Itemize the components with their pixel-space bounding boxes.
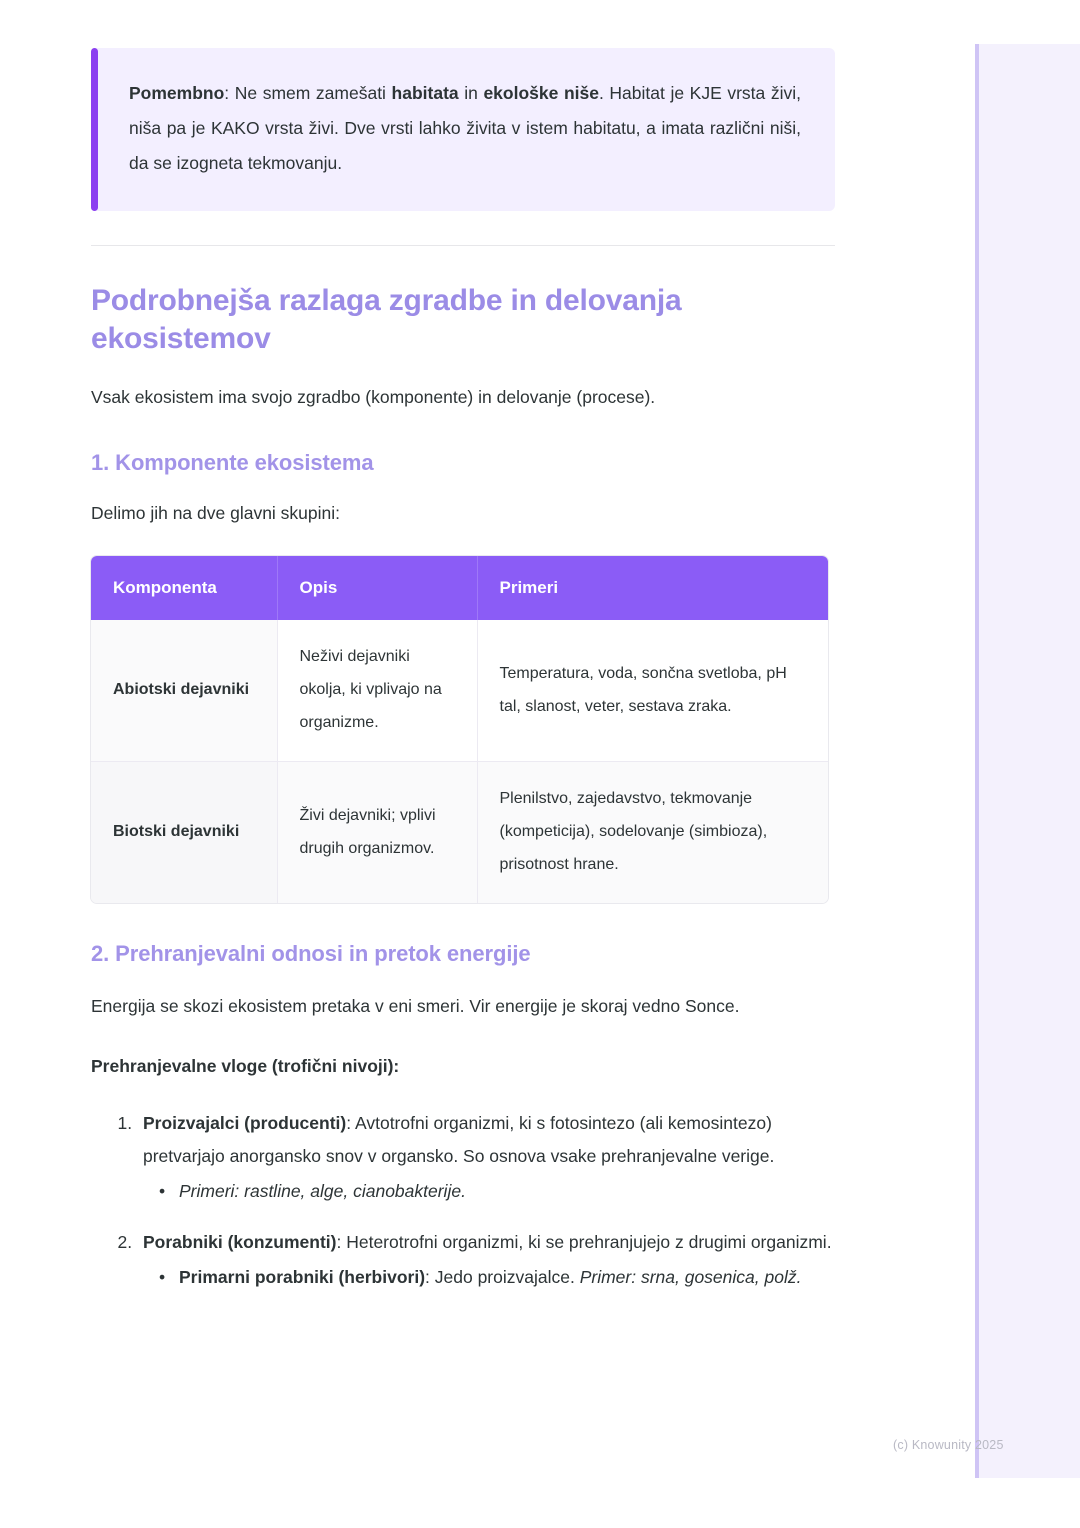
table-header-primeri: Primeri	[477, 556, 828, 620]
cell-primeri: Temperatura, voda, sončna svetloba, pH tal, slanost, veter, sestava zraka.	[477, 620, 828, 762]
subsection-2-intro: Energija se skozi ekosistem pretaka v eni smeri. Vir energije je skoraj vedno Sonce.	[91, 996, 740, 1016]
cell-opis: Živi dejavniki; vplivi drugih organizmov.	[277, 762, 477, 904]
sub-item-term: Primarni porabniki (herbivori)	[179, 1267, 426, 1287]
table-header-opis: Opis	[277, 556, 477, 620]
cell-opis: Neživi dejavniki okolja, ki vplivajo na organizme.	[277, 620, 477, 762]
callout-text	[129, 76, 801, 181]
list-item-text: : Heterotrofni organizmi, ki se prehranjujejo z drugimi organizmi.	[336, 1232, 832, 1252]
copyright-watermark: (c) Knowunity 2025	[893, 1438, 1004, 1452]
sub-item-plain: : Jedo proizvajalce.	[425, 1267, 580, 1287]
sub-list	[143, 1261, 835, 1294]
trophic-list-heading: Prehranjevalne vloge (trofični nivoji):	[91, 1056, 400, 1076]
callout-accent-bar	[91, 48, 98, 211]
list-item-term: Porabniki (konzumenti)	[143, 1232, 337, 1252]
table-header-row	[91, 556, 828, 620]
subsection-2-title: 2. Prehranjevalni odnosi in pretok energije	[91, 941, 531, 966]
cell-komponenta: Abiotski dejavniki	[91, 620, 277, 762]
table-row	[91, 620, 828, 762]
important-callout	[91, 48, 835, 211]
page-edge-strip	[975, 44, 1080, 1478]
subsection-1-intro: Delimo jih na dve glavni skupini:	[91, 503, 341, 523]
table-row	[91, 762, 828, 904]
components-table	[91, 556, 828, 903]
list-item	[179, 1261, 835, 1294]
callout-text-1: : Ne smem zamešati	[224, 83, 392, 103]
cell-komponenta: Biotski dejavniki	[91, 762, 277, 904]
callout-text-2: in	[458, 83, 484, 103]
list-item	[179, 1175, 835, 1208]
section-divider	[91, 245, 835, 246]
list-item	[137, 1226, 835, 1294]
sub-list	[143, 1175, 835, 1208]
cell-primeri: Plenilstvo, zajedavstvo, tekmovanje (kompeticija), sodelovanje (simbioza), prisotnost hrane.	[477, 762, 828, 904]
callout-bold-2: ekološke niše	[483, 83, 599, 103]
table-header-komponenta: Komponenta	[91, 556, 277, 620]
table-body	[91, 620, 828, 903]
list-item	[137, 1107, 835, 1208]
trophic-levels-list	[91, 1107, 835, 1294]
section-title: Podrobnejša razlaga zgradbe in delovanja ekosistemov	[91, 284, 682, 355]
sub-item-italic: Primer: srna, gosenica, polž.	[579, 1267, 802, 1287]
section-intro: Vsak ekosistem ima svojo zgradbo (komponente) in delovanje (procese).	[91, 387, 656, 407]
list-item-term: Proizvajalci (producenti)	[143, 1113, 347, 1133]
table-header	[91, 556, 828, 620]
callout-text-3: . Habitat je KJE vrsta živi, niša pa je KAKO vrsta živi. Dve vrsti lahko živita v istem habitatu, a imata različni niši, da se izogneta tekmovanju.	[129, 83, 801, 173]
callout-label: Pomembno	[129, 83, 225, 103]
sub-item-italic: Primeri: rastline, alge, cianobakterije.	[179, 1181, 466, 1201]
subsection-1-title: 1. Komponente ekosistema	[91, 450, 374, 475]
callout-bold-1: habitata	[391, 83, 459, 103]
list-item-text: : Avtotrofni organizmi, ki s fotosintezo (ali kemosintezo) pretvarjajo anorgansko snov v organsko. So osnova vsake prehranjevalne verige.	[143, 1113, 775, 1166]
